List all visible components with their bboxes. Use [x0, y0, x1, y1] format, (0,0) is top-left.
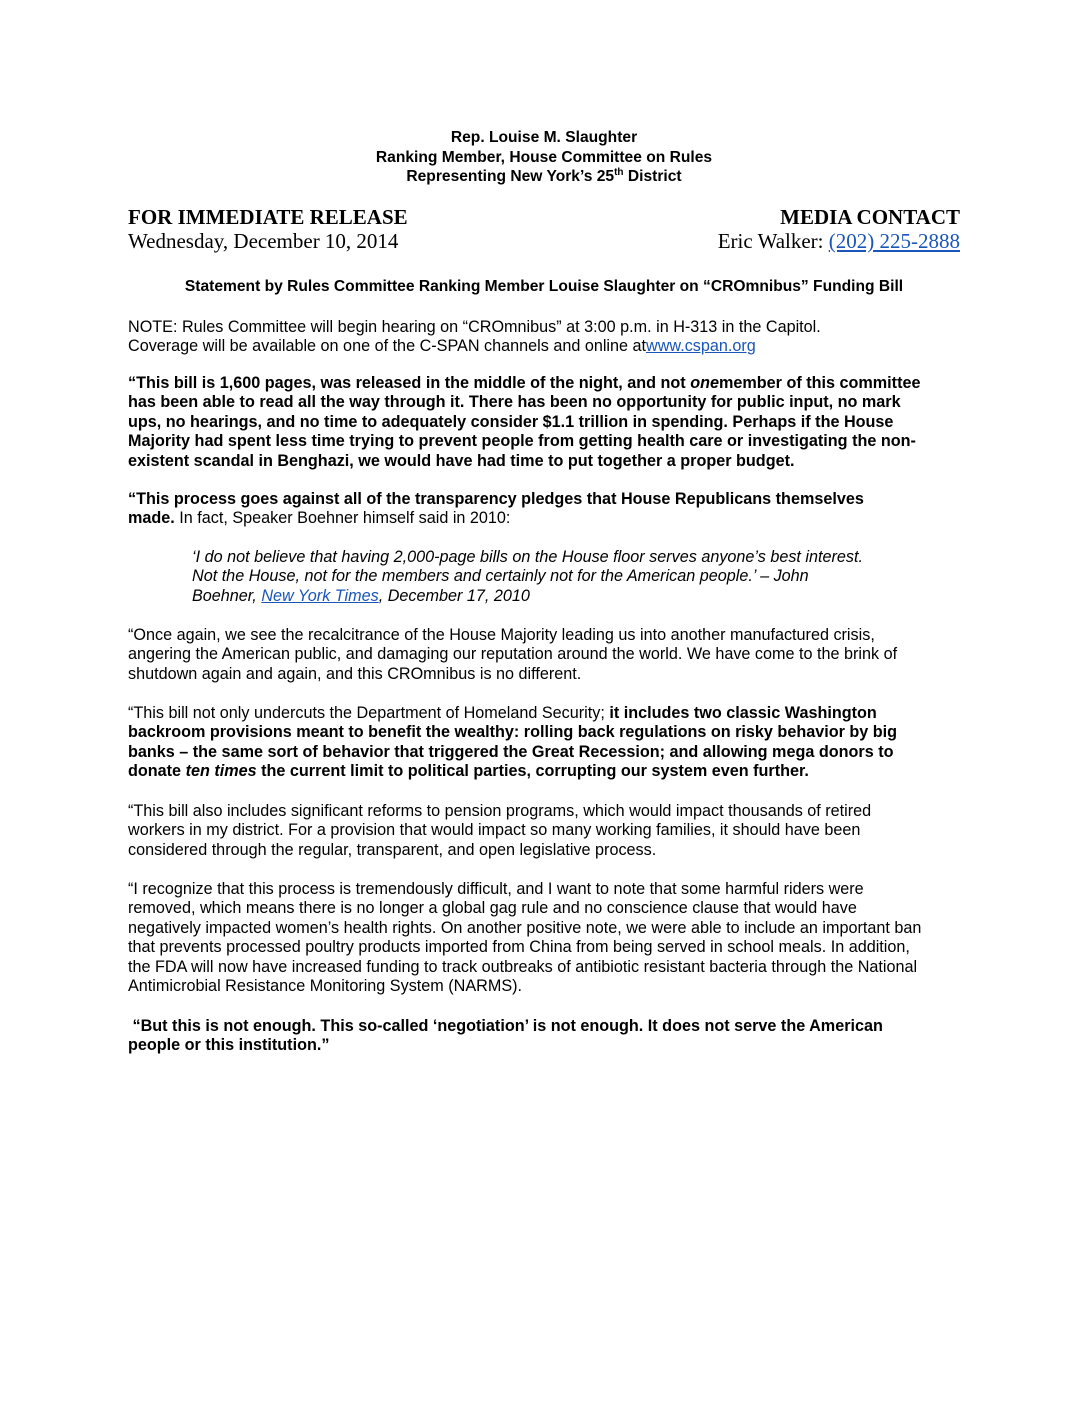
paragraph-6: “I recognize that this process is tremendously difficult, and I want to note that some harmful riders were removed, which means there is no longer a global gag rule and no conscience clause that would have negatively impacted women’s health rights. On another positive note, we were able to include an important ban that prevents processed poultry products imported from China from being served in school meals. In addition, the FDA will now have increased funding to track outbreaks of antibiotic resistant bacteria through the National Antimicrobial Resistance Monitoring System (NARMS).	[128, 880, 922, 996]
media-contact-label: MEDIA CONTACT	[780, 205, 960, 229]
boehner-quote: ‘I do not believe that having 2,000-page bills on the House floor serves anyone’s best interest. Not the House, not for the members and certainly not for the American people.’ – John Boehner, New York Times, December 17, 2010	[192, 548, 864, 605]
statement-title: Statement by Rules Committee Ranking Member Louise Slaughter on “CROmnibus” Funding Bill	[184, 278, 904, 295]
paragraph-3: “Once again, we see the recalcitrance of the House Majority leading us into another manufactured crisis, angering the American public, and damaging our reputation around the world. We have come to the brink of shutdown again and again, and this CROmnibus is no different.	[128, 626, 898, 683]
paragraph-4: “This bill not only undercuts the Department of Homeland Security; it includes two classic Washington backroom provisions meant to benefit the wealthy: rolling back regulations on risky behavior by big banks – the same sort of behavior that triggered the Great Recession; and allowing mega donors to donate ten times the current limit to political parties, corrupting our system even further.	[128, 704, 898, 781]
paragraph-5: “This bill also includes significant reforms to pension programs, which would impact thousands of retired workers in my district. For a provision that would impact so many working families, it should have been considered through the regular, transparent, and open legislative process.	[128, 802, 872, 859]
note-paragraph: NOTE: Rules Committee will begin hearing on “CROmnibus” at 3:00 p.m. in H-313 in the Capitol. Coverage will be available on one of the C-SPAN channels and online atwww.cspan.org	[128, 318, 821, 356]
letterhead-role: Ranking Member, House Committee on Rules	[375, 148, 713, 166]
letterhead-district: Representing New York’s 25th District	[406, 167, 682, 186]
media-contact-phone-link[interactable]: (202) 225-2888	[828, 229, 960, 253]
release-block	[128, 205, 408, 253]
release-date: Wednesday, December 10, 2014	[128, 229, 399, 253]
letterhead	[0, 128, 1088, 187]
paragraph-7: “But this is not enough. This so-called ‘negotiation’ is not enough. It does not serve the American people or this institution.”	[128, 1017, 883, 1055]
media-contact-line	[718, 229, 960, 253]
letterhead-name: Rep. Louise M. Slaughter	[450, 129, 638, 146]
paragraph-1: “This bill is 1,600 pages, was released in the middle of the night, and not onemember of this committee has been able to read all the way through it. There has been no opportunity for public input, no mark ups, no hearings, and no time to adequately consider $1.1 trillion in spending. Perhaps if the House Majority had spent less time trying to prevent people from getting health care or investigating the non- existent scandal in Benghazi, we would have had time to put together a proper budget.	[128, 374, 921, 470]
cspan-link[interactable]: www.cspan.org	[646, 337, 756, 356]
media-contact-block	[718, 205, 960, 253]
new-york-times-link[interactable]: New York Times	[261, 586, 379, 605]
release-label: FOR IMMEDIATE RELEASE	[128, 205, 408, 229]
media-contact-name: Eric Walker:	[717, 229, 829, 253]
paragraph-2: “This process goes against all of the transparency pledges that House Republicans themselves made. In fact, Speaker Boehner himself said in 2010:	[128, 490, 864, 528]
